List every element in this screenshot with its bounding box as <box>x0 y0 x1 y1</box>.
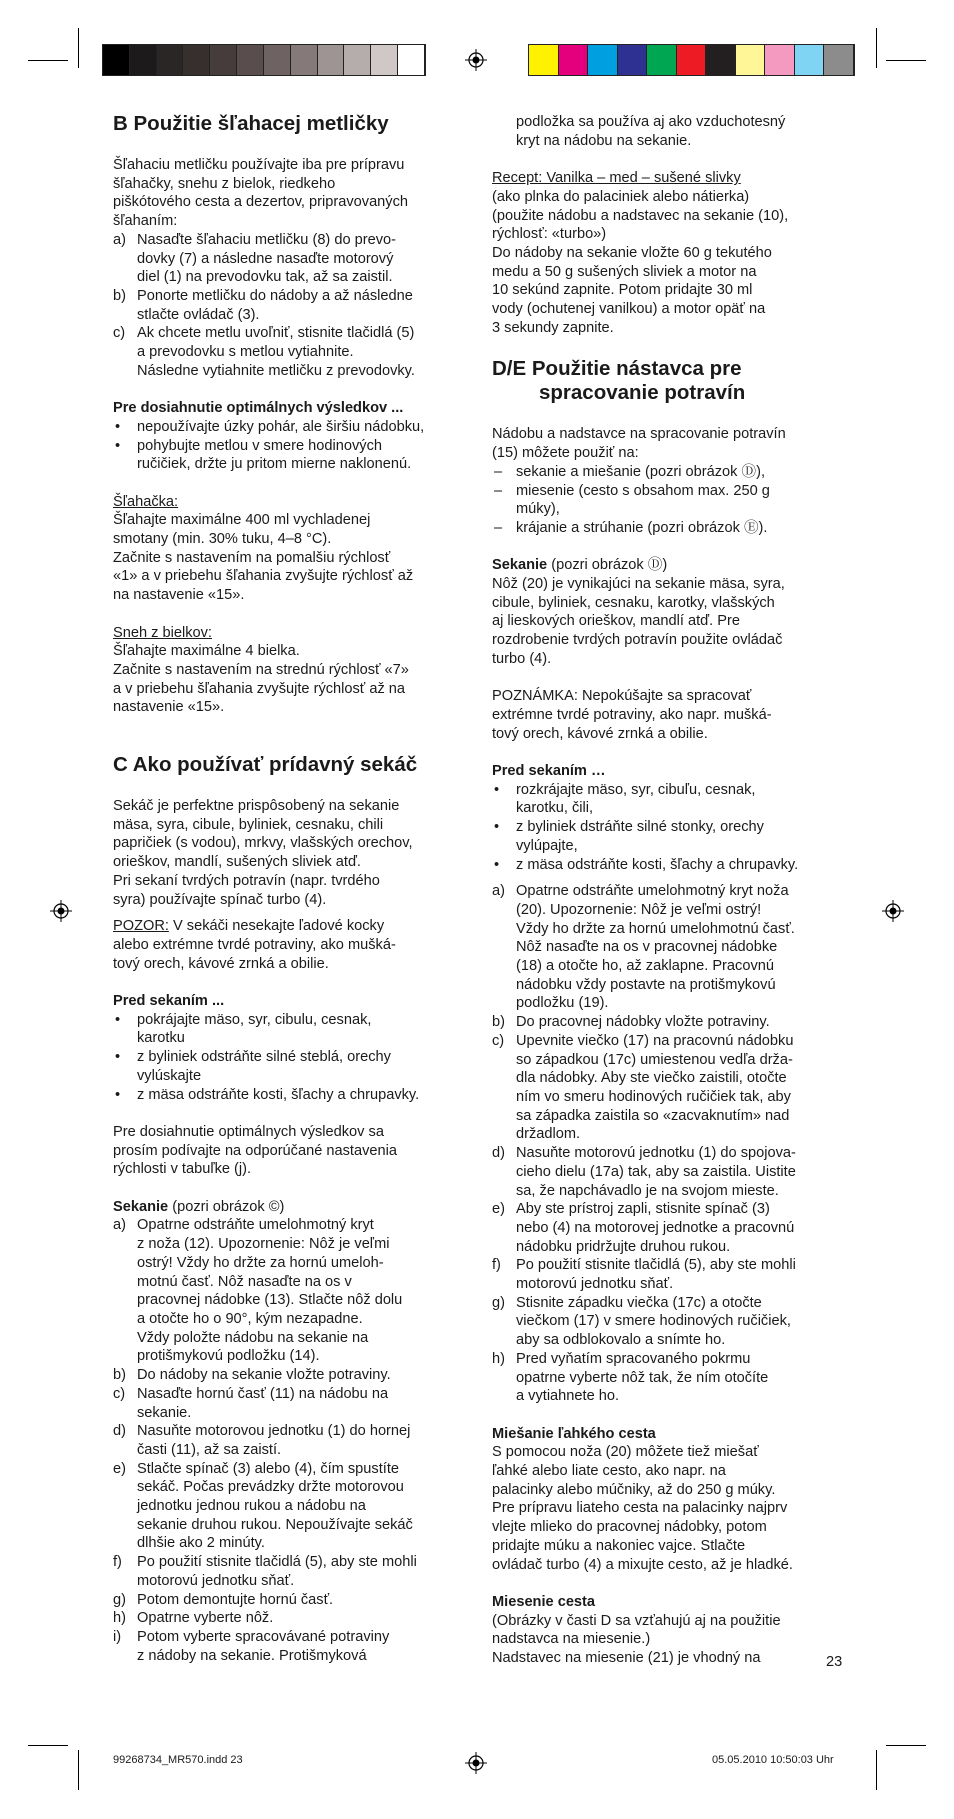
list-item: g) Potom demontujte hornú časť. <box>113 1591 334 1608</box>
list-item: g) Stisnite západku viečka (17c) a otočte viečkom (17) v smere hodinových ručičiek, aby sa odblokovalo a snímte ho. <box>492 1294 791 1349</box>
snow-text: Šľahajte maximálne 4 bielka. Začnite s nastavením na strednú rýchlosť «7» a v priebehu šľahania zvyšujte rýchlosť až na nastavenie «15». <box>113 643 409 716</box>
color-swatch <box>318 45 345 75</box>
list-item: • rozkrájajte mäso, syr, cibuľu, cesnak, karotku, čili, <box>492 781 844 818</box>
list-item: c) Nasaďte hornú časť (11) na nádobu na sekanie. <box>113 1385 389 1421</box>
registration-mark-icon <box>882 900 904 922</box>
tips-list <box>113 418 463 474</box>
de-chopping-title: Sekanie (pozri obrázok Ⓓ) <box>492 557 668 574</box>
list-item: – sekanie a miešanie (pozri obrázok Ⓓ), <box>492 463 844 482</box>
de-before-list <box>492 781 844 875</box>
before-chopping-list <box>113 1011 463 1105</box>
color-swatch <box>210 45 237 75</box>
list-item: a) Nasaďte šľahaciu metličku (8) do prevo- dovky (7) a následne nasaďte motorový diel (1) na prevodovku tak, až sa zaistil. <box>113 231 396 286</box>
section-b-heading: B Použitie šľahacej metličky <box>113 112 389 135</box>
page-number: 23 <box>826 1654 843 1670</box>
section-c-heading: C Ako používať prídavný sekáč <box>113 753 418 777</box>
color-swatch <box>765 45 795 75</box>
recipe-title: Recept: Vanilka – med – sušené slivky <box>492 170 741 187</box>
color-swatch <box>677 45 707 75</box>
cream-text: Šľahajte maximálne 400 ml vychladenej smotany (min. 30% tuku, 4–8 °C). Začnite s nastavením na pomalšiu rýchlosť «1» a v priebehu šľahania zvyšujte rýchlosť až na nastavenie «15». <box>113 512 414 604</box>
note-text: POZNÁMKA: Nepokúšajte sa spracovať extrémne tvrdé potraviny, ako napr. mušká- tový orech, kávové zrnká a obilie. <box>492 688 772 742</box>
list-item: b) Ponorte metličku do nádoby a až následne stlačte ovládač (3). <box>113 287 413 323</box>
color-swatch <box>618 45 648 75</box>
process-color-bar <box>528 44 855 76</box>
color-swatch <box>103 45 130 75</box>
crop-mark <box>876 1750 877 1790</box>
list-item: f) Po použití stisnite tlačidlá (5), aby ste mohli motorovú jednotku sňať. <box>492 1257 796 1293</box>
section-b-intro: Šľahaciu metličku používajte iba pre prípravu šľahačky, snehu z bielok, riedkeho piškótového cesta a dezertov, pripravovaných šľahaním: <box>113 157 409 230</box>
section-de-heading: D/E Použitie nástavca pre spracovanie potravín <box>492 357 746 405</box>
continuation-text: podložka sa používa aj ako vzduchotesný kryt na nádobu na sekanie. <box>516 114 786 149</box>
snow-title: Sneh z bielkov: <box>113 624 212 641</box>
color-swatch <box>291 45 318 75</box>
crop-mark <box>886 60 926 61</box>
list-item: f) Po použití stisnite tlačidlá (5), aby ste mohli motorovú jednotku sňať. <box>113 1554 417 1589</box>
color-swatch <box>647 45 677 75</box>
list-item: e) Stlačte spínač (3) alebo (4), čím spustíte sekáč. Počas prevádzky držte motorovou jednotku jednou rukou a nádobu na sekanie druhou rukou. Nepoužívajte sekáč dlhšie ako 2 minúty. <box>113 1460 413 1552</box>
crop-mark <box>78 28 79 68</box>
list-item: • z byliniek dstráňte silné stonky, orechy vylúpajte, <box>492 818 844 855</box>
color-swatch <box>344 45 371 75</box>
list-item: h) Pred vyňatím spracovaného pokrmu opatrne vyberte nôž tak, že ním otočíte a vytiahnete ho. <box>492 1350 769 1405</box>
registration-mark-icon <box>465 49 487 71</box>
before-chopping-title: Pred sekaním ... <box>113 993 225 1010</box>
list-item: i) Potom vyberte spracovávané potraviny z nádoby na sekanie. Protišmyková <box>113 1628 390 1664</box>
color-swatch <box>795 45 825 75</box>
mixing-title: Miešanie ľahkého cesta <box>492 1425 656 1442</box>
list-item: a) Opatrne odstráňte umelohmotný kryt noža (20). Upozornenie: Nôž je veľmi ostrý! Vždy ho držte za hornú umelohmotnú časť. Nôž nasaďte na os v pracovnej nádobke (18) a otočte ho, až zaklapne. Pracovnú nádobku vždy postavte na protišmykovú podložku (19). <box>492 883 795 1012</box>
list-item: – miesenie (cesto s obsahom max. 250 g múky), <box>492 482 844 519</box>
kneading-text: (Obrázky v časti D sa vzťahujú aj na použitie nadstavca na miesenie.) Nadstavec na miesenie (21) je vhodný na <box>492 1612 781 1667</box>
mixing-text: S pomocou noža (20) môžete tiež miešať ľahké alebo liate cesto, ako napr. na palacinky alebo múčniky, až do 250 g múky. Pre prípravu liateho cesta na palacinky najprv vlejte mlieko do pracovnej nádobky, potom pridajte múku a nakoniec vajce. Stlačte ovládač turbo (4) a mixujte cesto, až je hladké. <box>492 1444 793 1573</box>
grayscale-color-bar <box>102 44 426 76</box>
list-item: c) Ak chcete metlu uvoľniť, stisnite tlačidlá (5) a prevodovku s metlou vytiahnite. Následne vytiahnite metličku z prevodovky. <box>113 325 415 379</box>
list-item: • pohybujte metlou v smere hodinových ručičiek, držte ju pritom mierne naklonenú. <box>113 437 463 474</box>
section-b-steps <box>113 231 463 381</box>
list-item: b) Do pracovnej nádobky vložte potraviny. <box>492 1014 770 1031</box>
list-item: d) Nasuňte motorovú jednotku (1) do spojova- cieho dielu (17a) tak, aby sa zaistila. Uistite sa, že napchávadlo je na svojom mieste. <box>492 1145 796 1199</box>
color-swatch <box>157 45 184 75</box>
list-item: d) Nasuňte motorovou jednotku (1) do hornej časti (11), až sa zaistí. <box>113 1423 411 1458</box>
list-item: – krájanie a strúhanie (pozri obrázok Ⓔ). <box>492 519 844 538</box>
cream-title: Šľahačka: <box>113 493 179 510</box>
list-item: • z byliniek odstráňte silné steblá, orechy vylúskajte <box>113 1048 463 1085</box>
recipe-text: (ako plnka do palaciniek alebo nátierka) (použite nádobu a nadstavec na sekanie (10), rýchlosť: «turbo») Do nádoby na sekanie vložte 60 g tekutého medu a 50 g sušených sliviek a motor na 10 sekúnd zapnite. Potom pridajte 30 ml vody (ochutenej vanilkou) a motor opäť na 3 sekundy zapnite. <box>492 188 789 336</box>
crop-mark <box>876 28 877 68</box>
color-swatch <box>529 45 559 75</box>
chopping-steps <box>113 1216 463 1665</box>
list-item: • pokrájajte mäso, syr, cibulu, cesnak, karotku <box>113 1011 463 1048</box>
crop-mark <box>28 60 68 61</box>
section-de-intro: Nádobu a nadstavce na spracovanie potravín (15) môžete použiť na: <box>492 426 786 462</box>
list-item: c) Upevnite viečko (17) na pracovnú nádobku so západkou (17c) umiestenou vedľa drža- dla nádobky. Aby ste viečko zaistili, otočte ním vo smeru hodinových ručičiek tak, aby sa západka zaistila so «zacvaknutím» nad držadlom. <box>492 1032 794 1143</box>
optimal-results-text: Pre dosiahnutie optimálnych výsledkov sa prosím podívajte na odporúčané nastavenia rýchlosti v tabuľke (j). <box>113 1123 397 1178</box>
color-swatch <box>371 45 398 75</box>
list-item: b) Do nádoby na sekanie vložte potraviny. <box>113 1367 391 1384</box>
left-column <box>113 112 463 1665</box>
color-swatch <box>183 45 210 75</box>
list-item: h) Opatrne vyberte nôž. <box>113 1610 274 1627</box>
de-steps <box>492 882 844 1406</box>
list-item: • z mäsa odstráňte kosti, šľachy a chrupavky. <box>492 856 844 875</box>
color-swatch <box>706 45 736 75</box>
kneading-title: Miesenie cesta <box>492 1593 596 1610</box>
color-swatch <box>130 45 157 75</box>
warning-text: POZOR: V sekáči nesekajte ľadové kocky alebo extrémne tvrdé potraviny, ako mušká- tový orech, kávové zrnká a obilie. <box>113 918 396 972</box>
list-item: • z mäsa odstráňte kosti, šľachy a chrupavky. <box>113 1086 463 1105</box>
list-item: • nepoužívajte úzky pohár, ale širšiu nádobku, <box>113 418 463 437</box>
color-swatch <box>398 45 425 75</box>
chopping-title: Sekanie (pozri obrázok ©) <box>113 1198 285 1215</box>
section-c-intro: Sekáč je perfektne prispôsobený na sekanie mäsa, syra, cibule, byliniek, cesnaku, chili papričiek (s vodou), mrkvy, vlašských orechov, orieškov, mandlí, sušených sliviek atď. Pri sekaní tvrdých potravín (napr. tvrdého syra) používajte spínač turbo (4). <box>113 798 413 908</box>
uses-list <box>492 463 844 538</box>
list-item: a) Opatrne odstráňte umelohmotný kryt z noža (12). Upozornenie: Nôž je veľmi ostrý! Vždy ho držte za hornú umeloh- motnú časť. Nôž nasaďte na os v pracovnej nádobke (13). Stlačte nôž dolu a otočte ho o 90°, kým nezapadne. Vždy položte nádobu na sekanie na protišmykovú podložku (14). <box>113 1217 403 1365</box>
de-chopping-text: Nôž (20) je vynikajúci na sekanie mäsa, syra, cibule, byliniek, cesnaku, karotky, vlašských aj lieskových orieškov, mandlí atď. Pre rozdrobenie tvrdých potravín použite ovládač turbo (4). <box>492 576 785 667</box>
color-swatch <box>824 45 854 75</box>
crop-mark <box>886 1745 926 1746</box>
color-swatch <box>559 45 589 75</box>
right-column <box>492 113 844 1668</box>
de-before-title: Pred sekaním … <box>492 763 606 780</box>
registration-mark-icon <box>50 900 72 922</box>
registration-mark-icon <box>465 1752 487 1774</box>
color-swatch <box>264 45 291 75</box>
color-swatch <box>736 45 766 75</box>
footer-file: 99268734_MR570.indd 23 <box>113 1754 243 1766</box>
color-swatch <box>588 45 618 75</box>
crop-mark <box>78 1750 79 1790</box>
footer-timestamp: 05.05.2010 10:50:03 Uhr <box>712 1754 834 1766</box>
color-swatch <box>237 45 264 75</box>
tips-title: Pre dosiahnutie optimálnych výsledkov ... <box>113 400 404 417</box>
crop-mark <box>28 1745 68 1746</box>
list-item: e) Aby ste prístroj zapli, stisnite spínač (3) nebo (4) na motorovej jednotke a pracovnú nádobku pridržujte druhou rukou. <box>492 1201 795 1255</box>
